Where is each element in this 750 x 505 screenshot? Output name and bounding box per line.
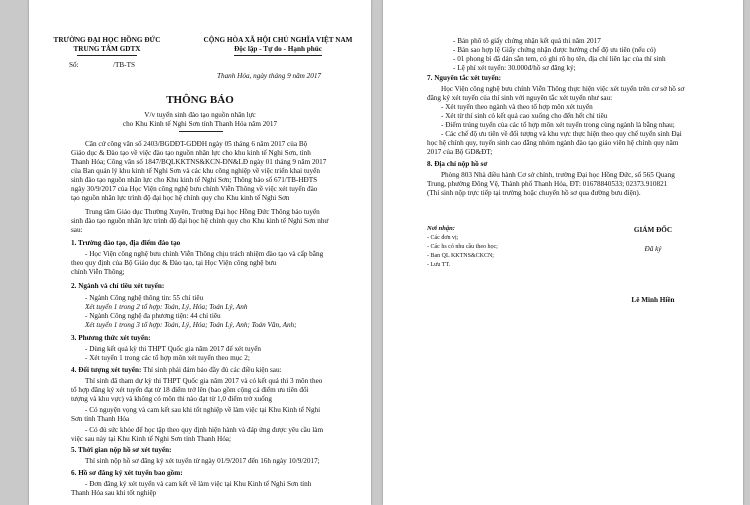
body-line: sinh đào tạo nguồn nhân lực cho Khu kinh tế Nghi Sơn; Thông báo số 671/TB-HĐTS: [71, 176, 318, 184]
section-7-heading: 7. Nguyên tắc xét tuyển:: [427, 74, 502, 82]
doc-title: THÔNG BÁO: [166, 94, 234, 106]
section-4-line: Sơn tỉnh Thanh Hóa: [71, 415, 130, 423]
section-8-line: (Thí sinh nộp trực tiếp tại trường hoặc chuyển hồ sơ qua đường bưu điện).: [427, 189, 641, 197]
org-unit: TRUNG TÂM GDTX: [73, 45, 141, 53]
section-2-item-sub: Xét tuyển 1 trong 2 tổ hợp: Toán, Lý, Hóa; Toán Lý, Anh: [85, 303, 248, 311]
section-7-line: - Xét từ thí sinh có kết quả cao xuống cho đến hết chỉ tiêu: [441, 112, 608, 120]
section-1-heading: 1. Trường đào tạo, địa điểm đào tạo: [71, 239, 181, 247]
nation-title: CỘNG HÒA XÃ HỘI CHỦ NGHĨA VIỆT NAM: [203, 36, 353, 44]
section-7-line: 2017 của Bộ GD&ĐT;: [427, 148, 493, 156]
recipient-item: - Lưu TT.: [427, 262, 451, 268]
recipient-item: - Các đơn vị;: [427, 235, 459, 241]
section-2-item: - Ngành Công nghệ đa phương tiện: 44 chỉ tiêu: [85, 312, 221, 320]
section-1-line: chính Viễn Thông;: [71, 268, 125, 276]
body-line: ngày 30/9/2017 của Học Viện công nghệ bưu chính Viễn Thông về việc xét tuyển đào: [71, 185, 318, 193]
section-5-heading: 5. Thời gian nộp hồ sơ xét tuyển:: [71, 446, 172, 454]
body-line: Thanh Hóa; Công văn số 1847/BQLKKTNS&KCN-ĐN&LĐ ngày 01 tháng 9 năm 2017: [71, 158, 327, 166]
section-4-heading: 4. Đối tượng xét tuyển:: [71, 366, 142, 374]
motto-underline: [234, 55, 322, 56]
recipients-label: Nơi nhận:: [427, 225, 455, 232]
document-page-1: [29, 0, 371, 505]
section-1-line: theo quy định của Bộ Giáo dục & Đào tạo, tại Học Viện công nghệ bưu: [71, 259, 277, 267]
section-7-line: - Điểm trúng tuyển của các tổ hợp môn xét tuyển trong cùng ngành là bằng nhau;: [441, 121, 675, 129]
subtitle-underline: [179, 131, 223, 132]
section-1-line: - Học Viện công nghệ bưu chính Viễn Thông chịu trách nhiệm đào tạo và cấp bằng: [85, 250, 324, 258]
signer-title: GIÁM ĐỐC: [633, 226, 673, 234]
recipient-item: - Các hs có nhu cầu theo học;: [427, 244, 498, 250]
body-line: của Ban quản lý khu kinh tế Nghi Sơn và các khu công nghiệp về việc triển khai tuyển: [71, 167, 320, 175]
doc-number: /TB-TS: [113, 61, 135, 69]
dossier-item: - 01 phong bì đã dán sẵn tem, có ghi rõ họ tên, địa chỉ liên lạc của thí sinh: [453, 55, 666, 63]
section-4-line: - Có nguyện vọng và cam kết sau khi tốt nghiệp về làm việc tại Khu Kinh tế Nghi: [85, 406, 321, 414]
body-line: Giáo dục & Đào tạo về việc đào tạo nguồn nhân lực cho khu kinh tế Nghi Sơn, tỉnh: [71, 149, 311, 157]
section-4-line: việc sau này tại Khu Kinh tế Nghi Sơn tỉnh Thanh Hóa;: [71, 435, 231, 443]
section-7-line: học hệ chính quy, tuyển sinh cao đẳng nhóm ngành đào tạo giáo viên hệ chính quy năm: [427, 139, 679, 147]
section-8-line: Phòng 803 Nhà điều hành Cơ sở chính, trường Đại học Hồng Đức, số 565 Quang: [441, 171, 675, 179]
section-5-line: Thí sinh nộp hồ sơ đăng ký xét tuyển từ ngày 01/9/2017 đến 16h ngày 10/9/2017;: [85, 457, 320, 465]
section-4-line: tượng và khu vực) và không có môn thi nào đạt từ 1,0 điểm trở xuống: [71, 395, 272, 403]
nation-motto: Độc lập - Tự do - Hạnh phúc: [234, 45, 322, 53]
section-2-heading: 2. Ngành và chỉ tiêu xét tuyển:: [71, 282, 165, 290]
section-4-line: - Có đủ sức khỏe để học tập theo quy định hiện hành và đáp ứng được yêu cầu làm: [85, 426, 324, 434]
section-2-item: - Ngành Công nghệ thông tin: 55 chỉ tiêu: [85, 294, 204, 302]
dossier-item: - Bản sao hợp lệ Giấy chứng nhận được hưởng chế độ ưu tiên (nếu có): [453, 46, 656, 54]
section-4-heading-rest: Thí sinh phải đảm bảo đầy đủ các điều kiện sau:: [141, 366, 282, 374]
section-4-line: Thí sinh đã tham dự kỳ thi THPT Quốc gia năm 2017 và có kết quả thi 3 môn theo: [85, 377, 323, 385]
section-4-heading-line: [71, 366, 282, 375]
section-6-line: - Đơn đăng ký xét tuyển và cam kết về làm việc tại Khu Kinh tế Nghi Sơn tỉnh: [85, 480, 312, 488]
section-7-line: - Xét tuyển theo ngành và theo tổ hợp môn xét tuyển: [441, 103, 593, 111]
document-page-2: [383, 0, 743, 505]
section-8-heading: 8. Địa chỉ nộp hồ sơ: [427, 160, 488, 168]
body-line: sau:: [71, 226, 83, 234]
org-underline: [77, 55, 137, 56]
section-2-item-sub: Xét tuyển 1 trong 3 tổ hợp: Toán, Lý, Hóa; Toán Lý, Anh; Toán Văn, Anh;: [85, 321, 297, 329]
section-3-line: - Dùng kết quả kỳ thi THPT Quốc gia năm 2017 để xét tuyển: [85, 345, 261, 353]
section-7-line: - Các chế độ ưu tiên về đối tượng và khu vực thực hiện theo quy chế tuyển sinh Đại: [441, 130, 682, 138]
section-6-line: Thanh Hóa sau khi tốt nghiệp: [71, 489, 157, 497]
section-7-line: Học Viện công nghệ bưu chính Viễn Thông thực hiện việc xét tuyển trên cơ sở hồ sơ: [441, 85, 685, 93]
section-8-line: Trung, phường Đông Vệ, Thành phố Thanh Hóa, ĐT: 01678840533; 02373.910821: [427, 180, 668, 188]
body-line: sinh đào tạo nguồn nhân lực trình độ đại học hệ chính quy cho Khu kinh tế Nghi Sơn như: [71, 217, 329, 225]
section-3-heading: 3. Phương thức xét tuyển:: [71, 334, 151, 342]
section-6-heading: 6. Hồ sơ đăng ký xét tuyển bao gồm:: [71, 469, 183, 477]
section-7-line: đăng ký xét tuyển của thí sinh với nguyên tắc xét tuyển như sau:: [427, 94, 613, 102]
signer-name: Lê Minh Hiền: [631, 296, 675, 304]
body-line: Căn cứ công văn số 2403/BGDĐT-GDĐH ngày 05 tháng 6 năm 2017 của Bộ: [85, 140, 308, 148]
signed-note: Đã ký: [644, 245, 662, 253]
dossier-item: - Lệ phí xét tuyển: 30.000đ/hồ sơ đăng ký;: [453, 64, 576, 72]
doc-subtitle-2: cho Khu Kinh tế Nghi Sơn tỉnh Thanh Hóa năm 2017: [122, 120, 278, 128]
body-line: Trung tâm Giáo dục Thường Xuyên, Trường Đại học Hồng Đức Thông báo tuyển: [85, 208, 320, 216]
section-3-line: - Xét tuyển 1 trong các tổ hợp môn xét tuyển theo mục 2;: [85, 354, 250, 362]
doc-subtitle-1: V/v tuyển sinh đào tạo nguồn nhân lực: [144, 111, 256, 119]
dossier-item: - Bản phô tô giấy chứng nhận kết quả thi năm 2017: [453, 37, 601, 45]
doc-date: Thanh Hóa, ngày tháng 9 năm 2017: [217, 72, 322, 80]
section-4-line: tổ hợp đăng ký xét tuyển đạt từ 18 điểm trở lên (bao gồm cộng cả điểm ưu tiên đối: [71, 386, 309, 394]
recipient-item: - Ban QL KKTNS&CKCN;: [427, 253, 494, 259]
org-name: TRƯỜNG ĐẠI HỌC HỒNG ĐỨC: [53, 36, 161, 44]
doc-number-label: Số:: [69, 61, 79, 69]
body-line: tạo nguồn nhân lực trình độ đại học hệ chính quy cho Khu kinh tế Nghi Sơn: [71, 194, 290, 202]
